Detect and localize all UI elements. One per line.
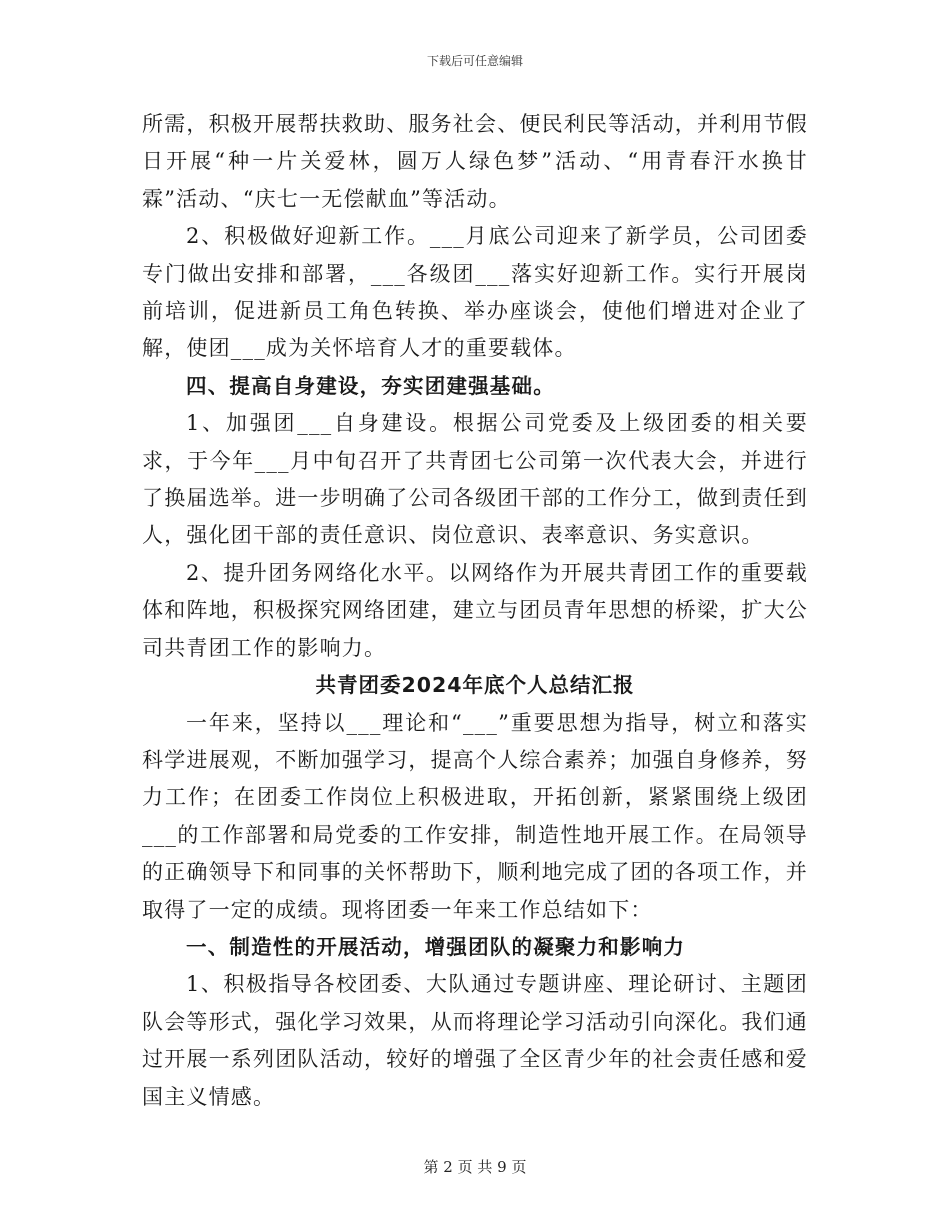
paragraph-intro: 一年来，坚持以___理论和“___”重要思想为指导，树立和落实科学进展观，不断加强学习，提高个人综合素养；加强自身修养，努力工作；在团委工作岗位上积极进取，开拓创新，紧紧围绕上级团___的工作部署和局党委的工作安排，制造性地开展工作。在局领导的正确领导下和同事的关怀帮助下，顺利地完成了团的各项工作，并取得了一定的成绩。现将团委一年来工作总结如下：	[142, 710, 808, 922]
paragraph-continuation: 所需，积极开展帮扶救助、服务社会、便民利民等活动，并利用节假日开展“种一片关爱林，圆万人绿色梦”活动、“用青春汗水换甘霖”活动、“庆七一无偿献血”等活动。	[142, 112, 808, 211]
paragraph-network: 2、提升团务网络化水平。以网络作为开展共青团工作的重要载体和阵地，积极探究网络团建，建立与团员青年思想的桥梁，扩大公司共青团工作的影响力。	[142, 560, 808, 660]
page-number: 第 2 页 共 9 页	[423, 1158, 527, 1176]
document-title: 共青团委2024年底个人总结汇报	[315, 673, 635, 698]
document-body	[142, 106, 808, 1116]
paragraph-new-staff: 2、积极做好迎新工作。___月底公司迎来了新学员，公司团委专门做出安排和部署，___各级团___落实好迎新工作。实行开展岗前培训，促进新员工角色转换、举办座谈会，使他们增进对企业了解，使团___成为关怀培育人才的重要载体。	[142, 224, 808, 361]
paragraph-activities: 1、积极指导各校团委、大队通过专题讲座、理论研讨、主题团队会等形式，强化学习效果，从而将理论学习活动引向深化。我们通过开展一系列团队活动，较好的增强了全区青少年的社会责任感和爱国主义情感。	[142, 972, 808, 1109]
section-heading-four: 四、提高自身建设，夯实团建强基础。	[186, 373, 555, 398]
page-header: 下载后可任意编辑	[426, 54, 523, 68]
paragraph-self-building: 1、加强团___自身建设。根据公司党委及上级团委的相关要求，于今年___月中旬召开了共青团七公司第一次代表大会，并进行了换届选举。进一步明确了公司各级团干部的工作分工，做到责任到人，强化团干部的责任意识、岗位意识、表率意识、务实意识。	[142, 411, 808, 548]
section-heading-one: 一、制造性的开展活动，增强团队的凝聚力和影响力	[186, 934, 686, 959]
